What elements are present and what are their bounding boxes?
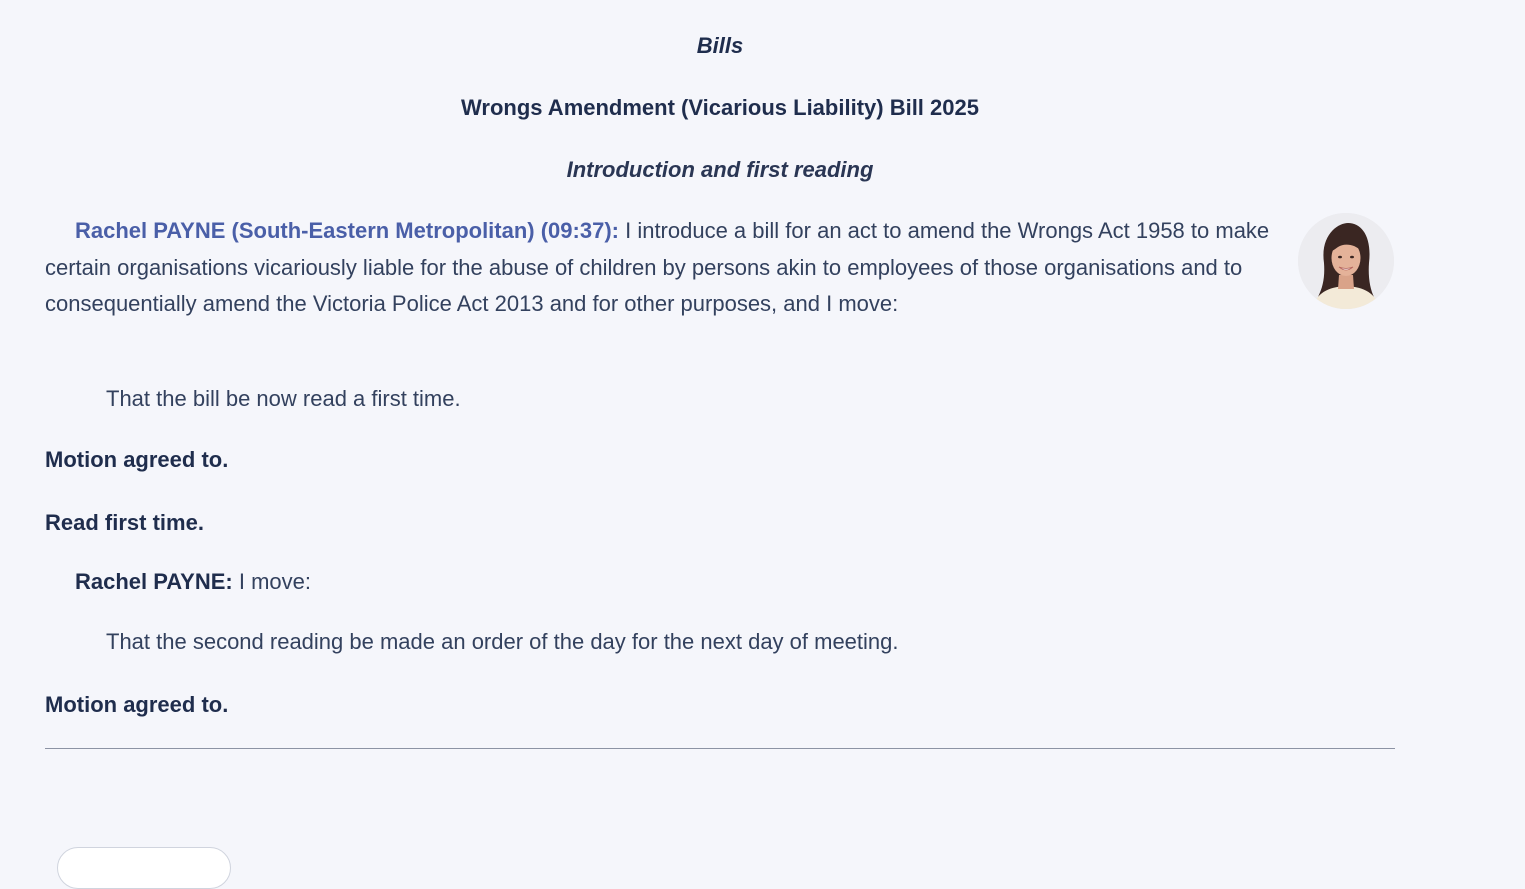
speech-text-2: I move: bbox=[232, 569, 311, 594]
motion-quote: That the bill be now read a first time. bbox=[106, 386, 461, 411]
section-heading: Bills bbox=[696, 33, 744, 58]
speaker-photo-svg bbox=[1298, 213, 1394, 309]
section-divider bbox=[45, 748, 1395, 749]
bill-title: Wrongs Amendment (Vicarious Liability) Bill 2025 bbox=[461, 95, 979, 120]
speech-paragraph-2 bbox=[75, 569, 311, 595]
procedural-result: Read first time. bbox=[45, 510, 204, 535]
motion-quote-2: That the second reading be made an order of the day for the next day of meeting. bbox=[106, 629, 899, 654]
debate-stage: Introduction and first reading bbox=[566, 157, 874, 182]
speaker-name: Rachel PAYNE: bbox=[75, 569, 233, 594]
speaker-link[interactable]: Rachel PAYNE (South-Eastern Metropolitan) (09:37): bbox=[75, 218, 619, 243]
speaker-photo-icon[interactable] bbox=[1298, 213, 1394, 309]
speech-text: I introduce a bill for an act to amend the Wrongs Act 1958 to make certain organisations vicariously liable for the abuse of children by persons akin to employees of those organisations and to consequentially amend the Victoria Police Act 2013 and for other purposes, and I move: bbox=[45, 218, 1270, 316]
bottom-pill-button[interactable] bbox=[57, 847, 231, 889]
speech-paragraph bbox=[45, 213, 1285, 323]
procedural-result: Motion agreed to. bbox=[45, 692, 229, 717]
procedural-result: Motion agreed to. bbox=[45, 447, 229, 472]
